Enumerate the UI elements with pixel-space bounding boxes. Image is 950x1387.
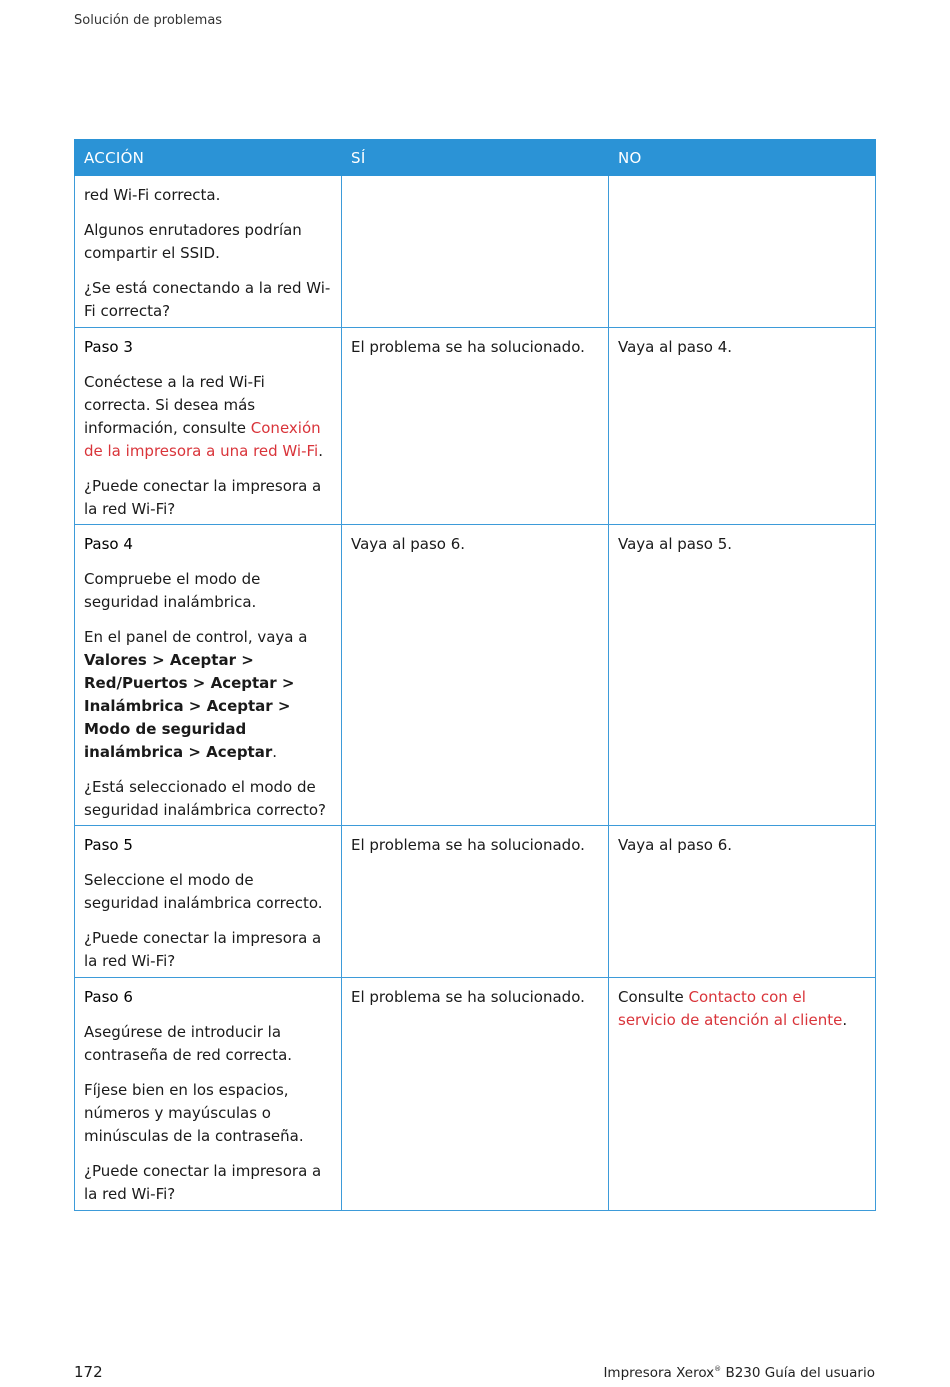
action-text: Algunos enrutadores podrían compartir el SSID. — [84, 221, 302, 262]
action-text: red Wi-Fi correcta. — [84, 186, 221, 204]
yes-cell — [342, 328, 609, 525]
action-question: ¿Puede conectar la impresora a la red Wi-Fi? — [84, 1162, 322, 1203]
no-cell — [609, 328, 876, 525]
no-text-post: . — [842, 1011, 848, 1029]
no-cell — [609, 826, 876, 978]
action-question: ¿Puede conectar la impresora a la red Wi-Fi? — [84, 929, 322, 970]
troubleshooting-table — [74, 139, 876, 1211]
action-text — [84, 371, 332, 463]
yes-cell — [342, 176, 609, 328]
table-row — [75, 525, 876, 826]
yes-cell — [342, 525, 609, 826]
table-header-row — [75, 140, 876, 176]
table-row — [75, 826, 876, 978]
registered-mark: ® — [714, 1365, 722, 1373]
column-header-no: NO — [609, 140, 876, 176]
doc-title-brand: Impresora Xerox — [603, 1365, 715, 1381]
action-cell — [75, 525, 342, 826]
action-text-pre: En el panel de control, vaya a — [84, 628, 308, 646]
action-text: Asegúrese de introducir la contraseña de red correcta. — [84, 1023, 293, 1064]
action-text — [84, 626, 332, 764]
menu-path: Valores > Aceptar > Red/Puertos > Aceptar > Inalámbrica > Aceptar > Modo de seguridad inalámbrica > Aceptar — [84, 651, 295, 761]
yes-cell — [342, 826, 609, 978]
table-row — [75, 978, 876, 1211]
action-text: Compruebe el modo de seguridad inalámbrica. — [84, 570, 261, 611]
action-text: Seleccione el modo de seguridad inalámbrica correcto. — [84, 871, 323, 912]
step-title: Paso 3 — [84, 338, 133, 356]
action-question: ¿Puede conectar la impresora a la red Wi-Fi? — [84, 477, 322, 518]
table-row — [75, 328, 876, 525]
no-text — [618, 986, 866, 1032]
yes-text: Vaya al paso 6. — [351, 535, 466, 553]
link-contacto-servicio[interactable]: Contacto con el servicio de atención al cliente — [618, 988, 843, 1029]
no-text: Vaya al paso 4. — [618, 338, 733, 356]
yes-text: El problema se ha solucionado. — [351, 836, 585, 854]
document-title — [603, 1365, 875, 1381]
action-cell — [75, 978, 342, 1211]
action-text-post: . — [318, 442, 323, 460]
action-text-pre: Conéctese a la red Wi-Fi correcta. Si desea más información, consulte — [84, 373, 265, 437]
no-text-pre: Consulte — [618, 988, 689, 1006]
no-text: Vaya al paso 6. — [618, 836, 733, 854]
step-title: Paso 5 — [84, 836, 133, 854]
column-header-si: SÍ — [342, 140, 609, 176]
no-cell — [609, 525, 876, 826]
action-text-post: . — [272, 743, 278, 761]
doc-title-rest: B230 Guía del usuario — [721, 1365, 875, 1381]
yes-text: El problema se ha solucionado. — [351, 338, 585, 356]
action-question: ¿Está seleccionado el modo de seguridad inalámbrica correcto? — [84, 778, 326, 819]
step-title: Paso 4 — [84, 535, 133, 553]
action-text: Fíjese bien en los espacios, números y mayúsculas o minúsculas de la contraseña. — [84, 1081, 304, 1145]
link-conexion-wifi[interactable]: Conexión de la impresora a una red Wi-Fi — [84, 419, 321, 460]
no-cell — [609, 978, 876, 1211]
no-text: Vaya al paso 5. — [618, 535, 733, 553]
column-header-accion: ACCIÓN — [75, 140, 342, 176]
table-row — [75, 176, 876, 328]
action-cell — [75, 328, 342, 525]
no-cell — [609, 176, 876, 328]
running-header: Solución de problemas — [74, 13, 223, 28]
action-question: ¿Se está conectando a la red Wi-Fi correcta? — [84, 279, 331, 320]
page-number: 172 — [74, 1363, 103, 1381]
action-cell — [75, 176, 342, 328]
step-title: Paso 6 — [84, 988, 133, 1006]
action-cell — [75, 826, 342, 978]
yes-text: El problema se ha solucionado. — [351, 988, 585, 1006]
yes-cell — [342, 978, 609, 1211]
